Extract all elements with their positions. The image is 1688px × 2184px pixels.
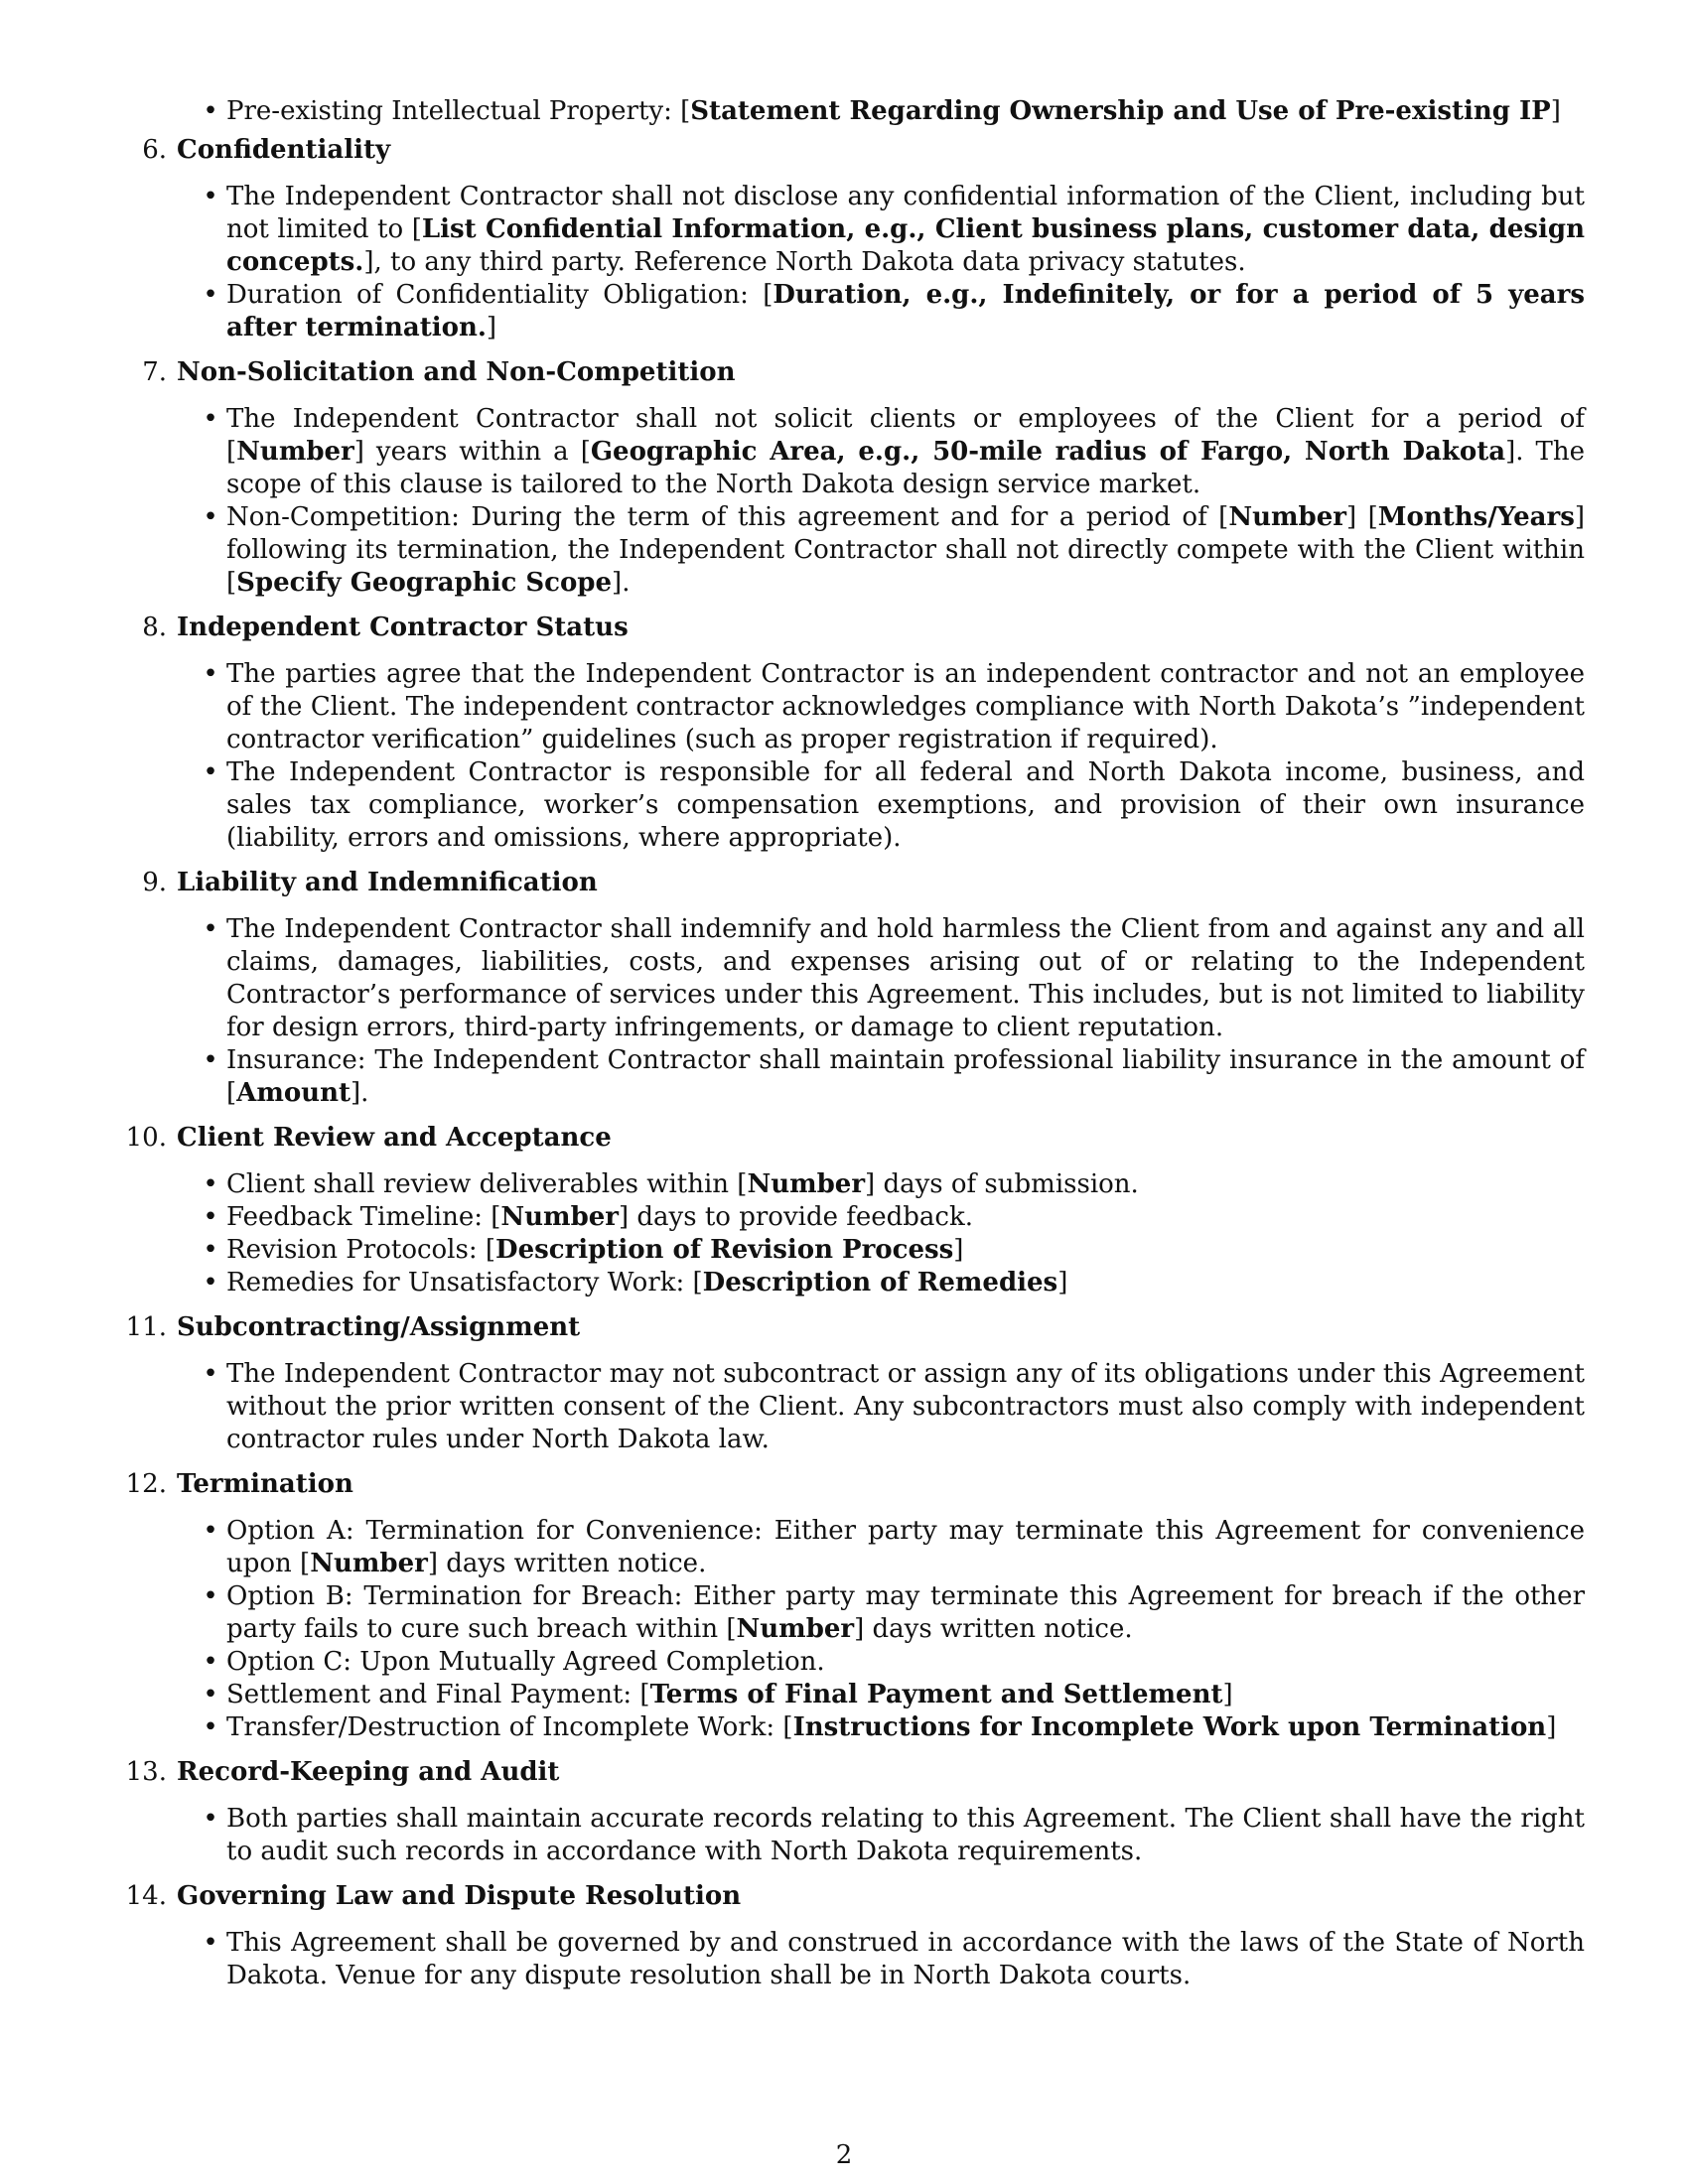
section-heading: [117, 356, 1585, 389]
section-number: 11.: [125, 1312, 167, 1342]
bullet-text: ] days of submission.: [865, 1169, 1139, 1199]
bullet-text: Client shall review deliverables within [: [226, 1169, 748, 1199]
section-number: 13.: [125, 1757, 167, 1787]
bullet-placeholder-text: Months/Years: [1377, 502, 1575, 532]
section-number: 14.: [125, 1881, 167, 1911]
bullet-text: Settlement and Final Payment: [: [226, 1680, 650, 1709]
bullet-icon: •: [203, 1202, 218, 1232]
bullet-placeholder-text: Number: [747, 1169, 866, 1199]
bullet-icon: •: [203, 1516, 218, 1546]
bullet-text: The Independent Contractor shall not solicit clients or employees of the Client for a period of [: [226, 404, 1585, 467]
section-heading: [117, 1756, 1585, 1789]
bullet-placeholder-text: Number: [236, 437, 354, 467]
bullet-text: The Independent Contractor shall not disclose any confidential information of the Client, including but not limited to [: [226, 182, 1585, 244]
bullet-text: ]. The scope of this clause is tailored to the North Dakota design service market.: [226, 437, 1585, 499]
section-8: [117, 612, 1585, 855]
bullet-icon: •: [203, 1268, 218, 1297]
bullet-item: [203, 1711, 1585, 1744]
bullet-text: ] years within a [: [353, 437, 591, 467]
bullet-text: ], to any third party. Reference North Dakota data privacy statutes.: [363, 247, 1246, 277]
bullet-placeholder-text: Description of Remedies: [702, 1268, 1058, 1297]
section-number: 10.: [125, 1123, 167, 1153]
section-heading: [117, 1468, 1585, 1501]
section-title: Independent Contractor Status: [177, 613, 629, 642]
bullet-text: The Independent Contractor may not subcontract or assign any of its obligations under this Agreement without the prior written consent of the Client. Any subcontractors must also comply with independent contractor rules under North Dakota law.: [226, 1359, 1585, 1454]
section-title: Non-Solicitation and Non-Competition: [177, 357, 736, 387]
section-title: Termination: [177, 1469, 353, 1499]
bullet-text: [: [680, 96, 691, 126]
bullet-icon: •: [203, 182, 218, 211]
bullet-text: The Independent Contractor shall indemnify and hold harmless the Client from and against any and all claims, damages, liabilities, costs, and expenses arising out of or relating to the Independent Contractor’s performance of services under this Agreement. This includes, but is not limited to liability for design errors, third-party infringements, or damage to client reputation.: [226, 914, 1585, 1042]
bullet-text: ] following its termination, the Independent Contractor shall not directly compete with the Client within [: [226, 502, 1585, 598]
numbered-section-list: [117, 134, 1585, 1992]
bullet-text: ]: [1550, 96, 1561, 126]
bullet-item: [203, 1580, 1585, 1646]
section-11: [117, 1311, 1585, 1456]
bullet-text: Both parties shall maintain accurate records relating to this Agreement. The Client shall have the right to audit such records in accordance with North Dakota requirements.: [226, 1804, 1585, 1866]
section-heading: [117, 1880, 1585, 1913]
bullet-placeholder-text: Statement Regarding Ownership and Use of Pre-existing IP: [690, 96, 1551, 126]
bullet-item: [203, 95, 1585, 128]
bullet-placeholder-text: Number: [1228, 502, 1346, 532]
bullet-icon: •: [203, 659, 218, 689]
section-bullet-list: [117, 403, 1585, 600]
bullet-icon: •: [203, 1235, 218, 1265]
bullet-icon: •: [203, 96, 218, 126]
section-14: [117, 1880, 1585, 1992]
section-title: Liability and Indemnification: [177, 868, 598, 897]
bullet-text: Transfer/Destruction of Incomplete Work: [: [226, 1712, 793, 1742]
bullet-item: [203, 1927, 1585, 1992]
bullet-item: [203, 1803, 1585, 1868]
page-number: 2: [835, 2140, 853, 2170]
bullet-placeholder-text: Number: [310, 1549, 428, 1578]
section-12: [117, 1468, 1585, 1744]
bullet-text: ]: [1222, 1680, 1233, 1709]
bullet-text: The Independent Contractor is responsible for all federal and North Dakota income, business, and sales tax compliance, worker’s compensation exemptions, and provision of their own insurance (liability, errors and omissions, where appropriate).: [226, 757, 1585, 853]
bullet-item: [203, 1646, 1585, 1679]
bullet-icon: •: [203, 1928, 218, 1958]
section-6: [117, 134, 1585, 344]
bullet-text: Non-Competition: During the term of this agreement and for a period of [: [226, 502, 1229, 532]
bullet-item: [203, 1679, 1585, 1711]
bullet-text: ].: [351, 1078, 369, 1108]
bullet-icon: •: [203, 1045, 218, 1075]
bullet-item: [203, 1267, 1585, 1299]
bullet-item: [203, 913, 1585, 1044]
bullet-item: [203, 658, 1585, 756]
bullet-item: [203, 1234, 1585, 1267]
bullet-placeholder-text: Terms of Final Payment and Settlement: [649, 1680, 1223, 1709]
section-heading: [117, 1122, 1585, 1155]
bullet-text: The parties agree that the Independent Contractor is an independent contractor and not an employee of the Client. The independent contractor acknowledges compliance with North Dakota’s ”independent contractor verification” guidelines (such as proper registration if required).: [226, 659, 1585, 754]
bullet-item: [203, 181, 1585, 279]
section-title: Record-Keeping and Audit: [177, 1757, 560, 1787]
section-bullet-list: [117, 1358, 1585, 1456]
bullet-placeholder-text: Specify Geographic Scope: [236, 568, 613, 598]
section-bullet-list: [117, 1515, 1585, 1744]
section-heading: [117, 134, 1585, 167]
bullet-text: This Agreement shall be governed by and construed in accordance with the laws of the State of North Dakota. Venue for any dispute resolution shall be in North Dakota courts.: [226, 1928, 1585, 1990]
section-heading: [117, 1311, 1585, 1344]
bullet-placeholder-text: Description of Revision Process: [495, 1235, 954, 1265]
bullet-item: [203, 403, 1585, 501]
bullet-icon: •: [203, 757, 218, 787]
section-number: 12.: [125, 1469, 167, 1499]
bullet-text: ] days written notice.: [854, 1614, 1133, 1644]
bullet-text: ] days written notice.: [427, 1549, 707, 1578]
bullet-placeholder-text: Duration, e.g., Indefinitely, or for a period of 5 years after termination.: [226, 280, 1585, 342]
bullet-icon: •: [203, 914, 218, 944]
section-10: [117, 1122, 1585, 1299]
section-7: [117, 356, 1585, 600]
bullet-icon: •: [203, 280, 218, 310]
bullet-icon: •: [203, 502, 218, 532]
section-number: 9.: [142, 868, 167, 897]
bullet-text: ].: [612, 568, 631, 598]
section-title: Governing Law and Dispute Resolution: [177, 1881, 742, 1911]
bullet-placeholder-text: List Confidential Information, e.g., Client business plans, customer data, design concepts.: [226, 214, 1585, 277]
bullet-icon: •: [203, 1680, 218, 1709]
section-bullet-list: [117, 1927, 1585, 1992]
section-title: Confidentiality: [177, 135, 391, 165]
bullet-text: ] [: [1345, 502, 1378, 532]
section-title: Subcontracting/Assignment: [177, 1312, 581, 1342]
section-heading: [117, 867, 1585, 899]
bullet-item: [203, 756, 1585, 855]
bullet-item: [203, 501, 1585, 600]
bullet-text: Pre-existing Intellectual Property:: [226, 96, 681, 126]
section-number: 6.: [142, 135, 167, 165]
bullet-text: Insurance: The Independent Contractor shall maintain professional liability insurance in the amount of [: [226, 1045, 1585, 1108]
section-number: 8.: [142, 613, 167, 642]
section-13: [117, 1756, 1585, 1868]
bullet-text: ] days to provide feedback.: [619, 1202, 974, 1232]
bullet-icon: •: [203, 1647, 218, 1677]
bullet-icon: •: [203, 1712, 218, 1742]
bullet-text: ]: [953, 1235, 964, 1265]
bullet-icon: •: [203, 1804, 218, 1834]
bullet-item: [203, 1201, 1585, 1234]
bullet-icon: •: [203, 404, 218, 434]
section-bullet-list: [117, 181, 1585, 344]
section-title: Client Review and Acceptance: [177, 1123, 612, 1153]
section-9: [117, 867, 1585, 1110]
bullet-text: Duration of Confidentiality Obligation: [: [226, 280, 774, 310]
bullet-icon: •: [203, 1581, 218, 1611]
section-bullet-list: [117, 1168, 1585, 1299]
bullet-text: Option A: Termination for Convenience: Either party may terminate this Agreement for convenience upon [: [226, 1516, 1585, 1578]
bullet-text: Remedies for Unsatisfactory Work: [: [226, 1268, 703, 1297]
bullet-text: Feedback Timeline: [: [226, 1202, 501, 1232]
bullet-placeholder-text: Number: [736, 1614, 855, 1644]
section-bullet-list: [117, 1803, 1585, 1868]
continued-bullet-list: [117, 95, 1585, 128]
bullet-item: [203, 1358, 1585, 1456]
bullet-item: [203, 1168, 1585, 1201]
bullet-text: Option C: Upon Mutually Agreed Completion.: [226, 1647, 825, 1677]
bullet-placeholder-text: Amount: [236, 1078, 351, 1108]
section-number: 7.: [142, 357, 167, 387]
bullet-icon: •: [203, 1169, 218, 1199]
section-bullet-list: [117, 913, 1585, 1110]
page-content: [117, 95, 1585, 2004]
section-heading: [117, 612, 1585, 644]
bullet-text: Revision Protocols: [: [226, 1235, 496, 1265]
bullet-placeholder-text: Number: [500, 1202, 619, 1232]
bullet-item: [203, 279, 1585, 344]
bullet-text: ]: [1546, 1712, 1557, 1742]
bullet-text: ]: [486, 313, 497, 342]
bullet-item: [203, 1515, 1585, 1580]
bullet-placeholder-text: Instructions for Incomplete Work upon Termination: [792, 1712, 1547, 1742]
bullet-text: ]: [1057, 1268, 1068, 1297]
bullet-placeholder-text: Geographic Area, e.g., 50-mile radius of Fargo, North Dakota: [590, 437, 1506, 467]
section-bullet-list: [117, 658, 1585, 855]
bullet-text: Option B: Termination for Breach: Either party may terminate this Agreement for breach if the other party fails to cure such breach within [: [226, 1581, 1585, 1644]
bullet-icon: •: [203, 1359, 218, 1389]
bullet-item: [203, 1044, 1585, 1110]
